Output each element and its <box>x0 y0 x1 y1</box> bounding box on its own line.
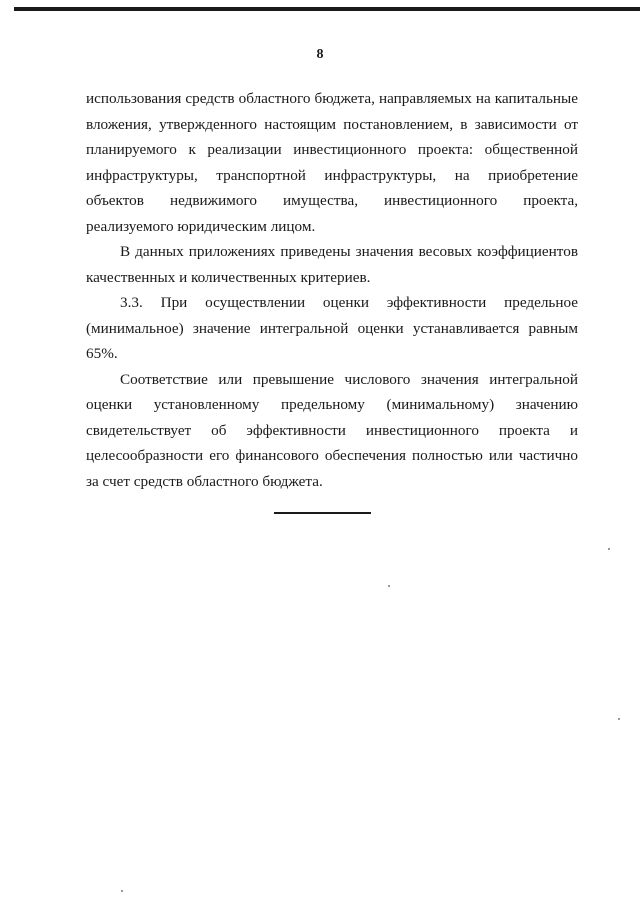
page-number: 8 <box>316 47 324 62</box>
paragraph-section-3-3: 3.3. При осуществлении оценки эффективности предельное (минимальное) значение интегральной оценки устанавливается равным 65%. <box>86 294 578 362</box>
scan-speck <box>388 585 390 587</box>
paragraph-weight-coefficients: В данных приложениях приведены значения весовых коэффициентов качественных и количественных критериев. <box>86 243 578 286</box>
document-body <box>86 86 578 494</box>
end-of-text-divider <box>274 512 371 514</box>
scan-speck <box>618 718 620 720</box>
page-top-border <box>14 7 640 11</box>
paragraph-continuation: использования средств областного бюджета, направляемых на капитальные вложения, утвержденного настоящим постановлением, в зависимости от планируемого к реализации инвестиционного проекта: общественной инфраструктуры, транспортной инфраструктуры, на приобретение объектов недвижимого имущества, инвестиционного проекта, реализуемого юридическим лицом. <box>86 90 578 235</box>
scan-speck <box>121 890 123 892</box>
scan-speck <box>608 548 610 550</box>
paragraph-conclusion: Соответствие или превышение числового значения интегральной оценки установленному предельному (минимальному) значению свидетельствует об эффективности инвестиционного проекта и целесообразности его финансового обеспечения полностью или частично за счет средств областного бюджета. <box>86 370 578 490</box>
